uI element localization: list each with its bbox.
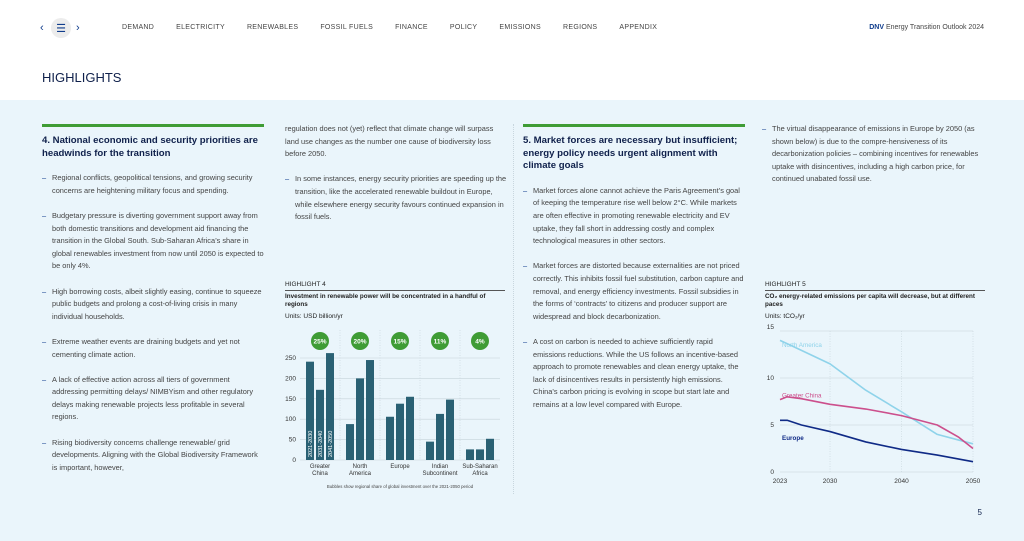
- bar: [406, 397, 414, 460]
- y-tick-label: 0: [292, 457, 296, 464]
- period-label: 2041-2050: [327, 430, 334, 457]
- column-2: [285, 123, 507, 236]
- y-tick-label: 100: [285, 416, 296, 424]
- series-line-europe: [780, 420, 973, 461]
- chart-units: Units: USD billion/yr: [285, 313, 343, 320]
- nav-item-demand[interactable]: DEMAND: [122, 24, 155, 31]
- y-tick-label: 5: [770, 422, 774, 429]
- period-label: 2021-2030: [307, 430, 314, 457]
- nav-item-regions[interactable]: REGIONS: [563, 24, 598, 31]
- share-label: 15%: [393, 338, 407, 346]
- category-label: Sub-Saharan: [462, 464, 498, 470]
- nav-item-renewables[interactable]: RENEWABLES: [246, 24, 299, 31]
- emissions-line-chart: [760, 322, 990, 492]
- bar: [396, 404, 404, 460]
- menu-icon[interactable]: ☰: [51, 18, 71, 38]
- bar: [486, 439, 494, 460]
- y-tick-label: 15: [766, 324, 774, 331]
- section-heading: 5. Market forces are necessary but insufficient; energy policy needs urgent alignment with climate goals: [523, 135, 738, 172]
- y-tick-label: 200: [285, 375, 296, 383]
- category-label: America: [348, 471, 372, 477]
- bullet-item: – Market forces are distorted because externalities are not priced correctly. This inhibits fossil fuel substitution, carbon capture and removal, and energy efficiency investments. Fossil subsidies in the forms of ‘contracts’ to citizens and producer support are widespread and block decarbonization.: [523, 260, 745, 323]
- share-label: 20%: [353, 338, 367, 346]
- category-label: Europe: [390, 464, 410, 470]
- category-label: North: [352, 464, 368, 470]
- bar: [356, 378, 364, 460]
- period-label: 2031-2040: [317, 430, 324, 457]
- column-3: [523, 124, 745, 424]
- page-title: HIGHLIGHTS: [42, 70, 122, 85]
- column-4: [762, 123, 984, 199]
- continuation-text: regulation does not (yet) reflect that climate change will surpass land use changes as the number one cause of biodiversity loss before 2050.: [285, 124, 494, 159]
- category-label: China: [312, 471, 328, 477]
- brand: [869, 24, 984, 31]
- x-tick-label: 2030: [822, 478, 838, 485]
- section-divider: [523, 124, 745, 127]
- nav-item-emissions[interactable]: EMISSIONS: [499, 24, 541, 31]
- category-label: Indian: [431, 464, 449, 470]
- bar: [436, 414, 444, 460]
- highlight-label: HIGHLIGHT 4: [285, 281, 505, 291]
- nav-menu: [122, 24, 679, 31]
- nav-item-finance[interactable]: FINANCE: [395, 24, 428, 31]
- bullet-list: [523, 185, 745, 412]
- bullet-item: – A cost on carbon is needed to achieve sufficiently rapid emissions reductions. While the US follows an incentive-based approach to promote renewables and clean energy uptake, the lack of disincentives results in persistently high emissions. China’s carbon pricing is evolving in scope but start late and remains at a low level compared with Europe.: [523, 336, 745, 412]
- chart-units: Units: tCO₂/yr: [765, 313, 805, 320]
- y-tick-label: 50: [288, 436, 296, 444]
- brand-text: Energy Transition Outlook 2024: [885, 24, 984, 31]
- chart-title: CO₂ energy-related emissions per capita will decrease, but at different paces: [765, 293, 975, 308]
- highlight-label: HIGHLIGHT 5: [765, 281, 985, 291]
- x-tick-label: 2040: [894, 478, 909, 485]
- top-nav: [0, 0, 1024, 60]
- bullet-item: – Rising biodiversity concerns challenge renewable/ grid developments. Aligning with the Global Biodiversity Framework is important, however,: [42, 437, 264, 475]
- column-divider: [513, 124, 514, 494]
- bullet-item: – A lack of effective action across all tiers of government addressing permitting delays/ NIMBYism and other regulatory delays making renewable projects less profitable in several regions.: [42, 374, 264, 424]
- bullet-list: [762, 123, 984, 186]
- bullet-item: – Regional conflicts, geopolitical tensions, and growing security concerns are heightening military focus and spending.: [42, 172, 264, 197]
- category-label: Greater: [309, 464, 331, 470]
- bar: [476, 449, 484, 460]
- prev-page-button[interactable]: ‹: [40, 22, 44, 34]
- bar: [466, 449, 474, 460]
- highlight-4: [285, 281, 505, 320]
- share-label: 25%: [313, 338, 327, 346]
- next-page-button[interactable]: ›: [76, 22, 80, 34]
- chart-title: Investment in renewable power will be concentrated in a handful of regions: [285, 293, 486, 308]
- share-label: 4%: [475, 338, 485, 346]
- nav-item-electricity[interactable]: ELECTRICITY: [176, 24, 225, 31]
- bullet-item: – In some instances, energy security priorities are speeding up the transition, like the accelerated renewable buildout in Europe, while elsewhere energy security favours continued expansion in fossil fuels.: [285, 173, 507, 223]
- y-tick-label: 150: [285, 395, 296, 403]
- bullet-item: – Budgetary pressure is diverting government support away from both domestic transitions and development aid financing the transition in the Global South. Sub-Saharan Africa’s share in global renewables investment from now until 2050 is expected to be only 4%.: [42, 210, 264, 273]
- bullet-item: – High borrowing costs, albeit slightly easing, continue to squeeze public budgets and prolong a cost-of-living crisis in many individual households.: [42, 286, 264, 324]
- series-label: Europe: [782, 435, 804, 443]
- x-tick-label: 2023: [772, 478, 788, 485]
- section-heading: 4. National economic and security priorities are headwinds for the transition: [42, 135, 258, 159]
- y-tick-label: 0: [770, 469, 774, 476]
- bar: [426, 442, 434, 460]
- bullet-item: – Market forces alone cannot achieve the Paris Agreement’s goal of keeping the temperature rise well below 2°C. While markets are often effective in promoting renewable electricity and EV uptake, they fall short in addressing costly and complex technological measures in other sectors.: [523, 185, 745, 248]
- investment-bar-chart: [280, 325, 510, 495]
- bullet-list: [42, 172, 264, 474]
- y-tick-label: 250: [285, 355, 296, 362]
- bar: [366, 360, 374, 460]
- bullet-list: [285, 173, 507, 223]
- series-label: Greater China: [782, 392, 822, 400]
- bar: [346, 424, 354, 460]
- bar: [446, 400, 454, 460]
- dnv-logo: DNV: [869, 24, 884, 31]
- y-tick-label: 10: [766, 375, 774, 382]
- highlight-5: [765, 281, 985, 320]
- bullet-item: – The virtual disappearance of emissions in Europe by 2050 (as shown below) is due to the compre-hensiveness of its decarbonization policies – combining incentives for renewables uptake with disincentives, including a high carbon price, for continued unabated fossil use.: [762, 123, 984, 186]
- series-label: North America: [782, 341, 822, 349]
- series-line-greater-china: [780, 397, 973, 449]
- column-1: [42, 124, 264, 487]
- section-divider: [42, 124, 264, 127]
- bullet-item: – Extreme weather events are draining budgets and yet not cementing climate action.: [42, 336, 264, 361]
- nav-item-policy[interactable]: POLICY: [449, 24, 478, 31]
- share-label: 11%: [433, 338, 447, 346]
- category-label: Africa: [472, 471, 488, 477]
- nav-item-fossil-fuels[interactable]: FOSSIL FUELS: [320, 24, 374, 31]
- chart-note: Bubbles show regional share of global investment over the 2021-2050 period: [326, 484, 474, 489]
- category-label: Subcontinent: [422, 471, 458, 477]
- bar: [386, 417, 394, 460]
- x-tick-label: 2050: [965, 478, 981, 485]
- nav-item-appendix[interactable]: APPENDIX: [619, 24, 658, 31]
- page-number: 5: [977, 508, 982, 517]
